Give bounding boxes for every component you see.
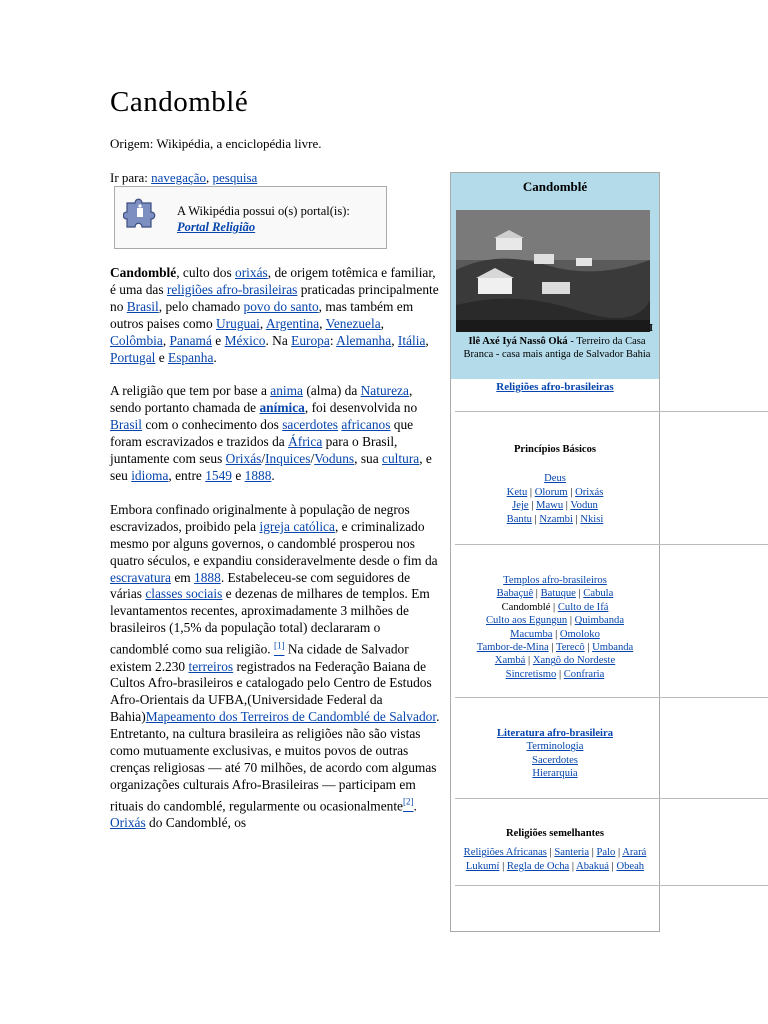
infobox-link[interactable]: Orixás (575, 486, 604, 498)
infobox-line (451, 846, 659, 859)
infobox-line (451, 654, 659, 667)
separator: | (531, 513, 540, 525)
infobox-section-heading: Religiões semelhantes (506, 828, 604, 839)
infobox-line (451, 754, 659, 767)
article-link[interactable]: escravatura (110, 569, 171, 585)
infobox-line (451, 486, 659, 499)
text-run: , culto dos (176, 265, 236, 280)
article-link[interactable]: idioma (131, 467, 169, 483)
separator: | (550, 601, 558, 613)
separator: | (499, 860, 507, 872)
separator: | (525, 655, 533, 667)
search-link[interactable]: pesquisa (212, 170, 258, 185)
separator: | (533, 588, 541, 600)
infobox-divider (455, 544, 768, 545)
separator: | (556, 668, 564, 680)
article-link[interactable]: Panamá (169, 332, 212, 348)
separator: | (527, 486, 535, 498)
article-link[interactable]: África (288, 434, 323, 450)
infobox-link[interactable]: Vodun (570, 500, 598, 512)
portal-description: A Wikipédia possui o(s) portal(is): (177, 204, 350, 218)
article-link[interactable]: povo do santo (243, 298, 319, 314)
separator: | (589, 847, 597, 859)
reference-link[interactable]: [1] (273, 640, 285, 651)
article-link[interactable]: Europa (291, 332, 330, 348)
caption-title: Ilê Axé Iyá Nassô Oká (468, 336, 568, 347)
infobox-link[interactable]: Ketu (506, 486, 528, 498)
article-link[interactable]: igreja católica (259, 518, 335, 534)
article-link[interactable]: Argentina (265, 315, 320, 331)
article-link[interactable]: Voduns (314, 451, 355, 467)
infobox-link[interactable]: Religiões Africanas (463, 847, 547, 859)
article-link[interactable]: cultura (382, 451, 420, 467)
text-run: : (329, 332, 337, 348)
text-run: , entre (168, 467, 206, 483)
infobox-line (451, 587, 659, 600)
infobox-link[interactable]: Hierarquia (532, 768, 578, 780)
separator: | (563, 500, 571, 512)
article-link[interactable]: Venezuela (325, 315, 381, 331)
separator: | (615, 847, 623, 859)
jump-links (110, 170, 257, 186)
text-run: Na cidade de Salvador existem 2.230 (110, 641, 409, 674)
infobox-line (451, 499, 659, 512)
text-run: , (319, 315, 326, 331)
infobox-link[interactable]: Umbanda (592, 642, 634, 654)
article-link[interactable]: sacerdotes (282, 417, 338, 433)
text-run: A religião que tem por base a (110, 383, 271, 399)
infobox-line (451, 727, 659, 740)
infobox-title: Candomblé (522, 179, 588, 194)
infobox-link[interactable]: Bantu (506, 513, 532, 525)
text-run: do Candomblé, os (145, 815, 247, 831)
article-link[interactable]: Mapeamento dos Terreiros de Candomblé de Salvador (145, 709, 437, 725)
infobox-divider (455, 798, 768, 799)
paragraph (110, 383, 440, 484)
text-run: , mas também em outros paises como (110, 298, 414, 331)
infobox-link[interactable]: Omoloko (559, 628, 600, 640)
page-title: Candomblé (110, 86, 249, 118)
separator: | (572, 513, 581, 525)
article-link[interactable]: anima (270, 383, 303, 399)
text-run: , de origem totêmica e familiar, é uma das (110, 265, 436, 297)
text-run: com o conhecimento dos (142, 417, 283, 433)
paragraph (110, 502, 440, 832)
puzzle-icon (123, 195, 159, 229)
article-link[interactable]: terreiros (188, 658, 234, 674)
text-run: em (170, 569, 195, 585)
infobox-section-similar (451, 827, 659, 873)
bold-term: Candomblé (110, 265, 177, 280)
infobox-link[interactable]: Babaçuê (496, 588, 534, 600)
infobox-link[interactable]: Cabula (583, 588, 614, 600)
separator: | (548, 642, 556, 654)
infobox-line (451, 668, 659, 681)
separator: | (552, 628, 560, 640)
infobox-link[interactable]: Abakuá (576, 860, 610, 872)
infobox-link[interactable]: Mawu (536, 500, 564, 512)
separator: | (609, 860, 617, 872)
infobox-section-temples (451, 574, 659, 681)
article-link[interactable]: Natureza (360, 383, 409, 399)
text-run: . Na (265, 332, 292, 348)
text-run: , foi desenvolvida no (304, 400, 418, 416)
text-run: . (413, 798, 417, 814)
text-run: / (261, 451, 266, 467)
infobox-line (451, 860, 659, 873)
infobox-link[interactable]: Santeria (554, 847, 590, 859)
text-run: . Estabeleceu-se com seguidores de várias (110, 569, 411, 602)
text-run: e dezenas de milhares de templos. Em levantamentos recentes, aproximadamente 3 milhões de brasileiros (1,5% da população total) declararam o candomblé como sua religião. (110, 586, 430, 657)
infobox-link[interactable]: Xangô do Nordeste (532, 655, 616, 667)
article-link[interactable]: Brasil (110, 417, 142, 433)
terreiro-photo (456, 210, 650, 332)
article-link[interactable]: classes sociais (145, 586, 223, 602)
infobox-link[interactable]: Culto de Ifá (557, 601, 609, 613)
portal-text (177, 203, 350, 235)
article-link[interactable]: africanos (341, 417, 391, 433)
infobox-section-principles (451, 443, 659, 526)
separator: | (569, 860, 577, 872)
text-run: / (310, 451, 315, 467)
text-run: Embora confinado originalmente à população de negros escravizados, proibido pela (110, 501, 410, 534)
infobox-link[interactable]: Regla de Ocha (506, 860, 570, 872)
infobox-link[interactable]: Literatura afro-brasileira (496, 728, 613, 739)
text-run: . (213, 349, 217, 365)
infobox-link[interactable]: Xambá (494, 655, 526, 667)
infobox (450, 172, 660, 932)
article-link[interactable]: Colômbia (110, 332, 163, 348)
text-run: , sua (354, 451, 383, 467)
separator: | (575, 588, 584, 600)
separator: | (584, 642, 593, 654)
navigation-link[interactable]: navegação (151, 170, 206, 185)
text-run: , (162, 332, 170, 348)
infobox-link[interactable]: Nzambi (539, 513, 573, 525)
text-run: para o Brasil, juntamente com seus (110, 434, 398, 467)
article-link[interactable]: 1549 (205, 467, 232, 483)
article-link[interactable]: Alemanha (336, 332, 392, 348)
article-link[interactable]: 1888 (244, 467, 272, 483)
infobox-link[interactable]: Confraria (563, 668, 605, 680)
infobox-line (451, 574, 659, 587)
text-run: . (271, 467, 275, 483)
infobox-line (451, 740, 659, 753)
infobox-link[interactable]: Jeje (512, 500, 529, 512)
text-run: (alma) da (302, 383, 361, 399)
infobox-link[interactable]: Olorum (534, 486, 568, 498)
infobox-marker: I (649, 323, 654, 334)
infobox-line (451, 472, 659, 485)
text-run: e (155, 349, 169, 365)
text-run: e (211, 332, 225, 348)
article-link[interactable]: Portugal (110, 349, 156, 365)
infobox-line (451, 601, 659, 614)
infobox-link[interactable]: Templos afro-brasileiros (503, 575, 607, 586)
infobox-link[interactable]: Culto aos Egungun (485, 615, 568, 627)
infobox-link[interactable]: Macumba (510, 628, 553, 640)
text-run: , (259, 315, 266, 331)
infobox-link[interactable]: Sacerdotes (532, 754, 578, 766)
infobox-line (451, 628, 659, 641)
infobox-current-item: Candomblé (501, 601, 551, 613)
text-run: , e criminalizado mesmo por alguns governos, o candomblé prosperou nos quatro séculos, e expandiu consideravelmente desde o fim da (110, 518, 438, 568)
article-link[interactable]: Uruguai (216, 315, 260, 331)
separator: | (567, 486, 576, 498)
article-link[interactable]: Inquices (265, 451, 311, 467)
text-run: registrados na Federação Baiana de Cultos Afro-brasileiros e catalogado pelo Centro de Estudos Afro-Orientais da UFBA,(Universidade Federal da Bahia) (110, 658, 432, 725)
infobox-line (451, 767, 659, 780)
article-link[interactable]: Espanha (168, 349, 214, 365)
infobox-line (451, 614, 659, 627)
article-link[interactable]: Brasil (126, 298, 159, 314)
paragraph (110, 265, 440, 366)
infobox-link[interactable]: Nkisi (580, 513, 604, 525)
infobox-link[interactable]: Terecô (555, 642, 585, 654)
portal-religion-link[interactable]: Portal Religião (177, 220, 256, 234)
infobox-divider (455, 885, 768, 886)
afro-brazilian-religions-link[interactable]: Religiões afro-brasileiras (496, 381, 614, 393)
article-body (110, 265, 440, 849)
jump-label: Ir para: (110, 170, 148, 185)
infobox-link[interactable]: Quimbanda (574, 615, 625, 627)
article-link[interactable]: anímica (259, 400, 305, 416)
infobox-section-literature (451, 727, 659, 781)
separator: | (528, 500, 537, 512)
separator: | (546, 847, 555, 859)
infobox-link[interactable]: Lukumí (465, 860, 500, 872)
text-run: e (232, 467, 245, 483)
infobox-section-heading: Princípios Básicos (513, 444, 597, 455)
portal-box (114, 186, 387, 249)
text-run: , e seu (110, 451, 432, 483)
infobox-link[interactable]: Palo (596, 847, 616, 859)
text-run: . Entretanto, na cultura brasileira as religiões não são vistas como mutuamente exclusivas, e muitos povos de outras crenças religiosas — até 70 milhões, de acordo com algumas organizações culturais Afro-Brasileiras — participam em rituais do candomblé, regularmente ou ocasionalmente (110, 709, 440, 814)
infobox-link[interactable]: Deus (544, 473, 566, 485)
infobox-link[interactable]: Tambor-de-Mina (476, 642, 549, 654)
infobox-header (451, 173, 659, 379)
reference-link[interactable]: [2] (403, 796, 414, 807)
text-run: , pelo chamado (158, 298, 244, 314)
caption-text: - Terreiro da Casa Branca - casa mais antiga de Salvador Bahia (463, 336, 651, 360)
jump-sep: , (206, 170, 210, 185)
infobox-link[interactable]: Obeah (616, 860, 645, 872)
text-run: , (391, 332, 398, 348)
infobox-divider (455, 697, 768, 698)
separator: | (567, 615, 575, 627)
page-origin: Origem: Wikipédia, a enciclopédia livre. (110, 136, 322, 151)
text-run: praticadas principalmente no (110, 281, 439, 314)
infobox-link[interactable]: Batuque (540, 588, 576, 600)
text-run: , (425, 332, 429, 348)
text-run: que foram escravizados e trazidos da (110, 417, 414, 450)
article-link[interactable]: Itália (397, 332, 426, 348)
text-run: , sendo portanto chamada de (110, 383, 413, 416)
article-link[interactable]: orixás (235, 265, 268, 280)
article-link[interactable]: México (224, 332, 266, 348)
text-run: , (380, 315, 385, 331)
infobox-link[interactable]: Sincretismo (505, 668, 557, 680)
infobox-link[interactable]: Arará (622, 847, 647, 859)
infobox-line (451, 641, 659, 654)
infobox-caption (459, 335, 655, 361)
infobox-line (451, 513, 659, 526)
infobox-divider (455, 411, 768, 412)
article-link[interactable]: Orixás (225, 451, 262, 467)
article-link[interactable]: Orixás (110, 815, 146, 831)
article-link[interactable]: religiões afro-brasileiras (166, 281, 298, 297)
infobox-link[interactable]: Terminologia (526, 741, 584, 753)
article-link[interactable]: 1888 (194, 569, 221, 585)
